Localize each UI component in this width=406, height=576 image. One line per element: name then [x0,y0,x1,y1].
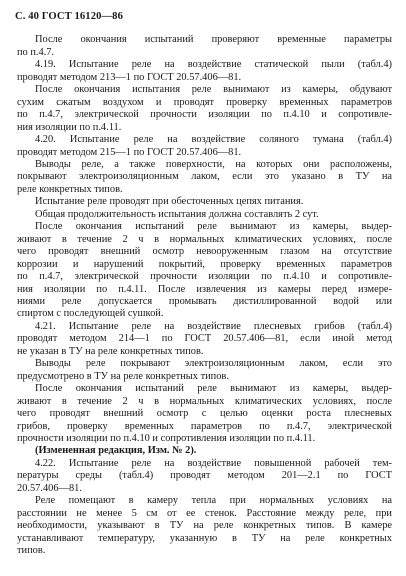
text-line: проводят методом 213—1 по ГОСТ 20.57.406—81. [17,71,242,83]
paragraph [17,84,392,134]
text-line: Общая продолжительность испытания должна составлять 2 сут. [35,208,319,220]
text-line: Реле помещают в камеру тепла при нормальных условиях на [35,495,392,507]
text-line: чего проводят внешний осмотр с целью оценки роста плесневых [17,408,392,420]
text-line: живают в течение 2 ч в нормальных климатических условиях, после [17,395,392,407]
text-line: После окончания испытаний реле вынимают из камеры, выдер- [35,221,392,233]
paragraph [17,196,392,208]
text-line: 4.19. Испытание реле на воздействие статической пыли (табл.4) [35,59,392,71]
text-line: (Измененная редакция, Изм. № 2). [35,445,197,457]
text-line: Выводы реле, а также поверхности, на которых они расположены, [35,158,392,170]
text-line: покрывают электроизоляционным лаком, если это указано в ТУ на [17,171,392,183]
text-line: После окончания испытаний проверяют временные параметры [35,34,392,46]
text-line: Испытание реле проводят при обесточенных цепях питания. [35,196,304,208]
paragraph [17,221,392,321]
text-line: чего проводят внешний осмотр невооруженным глазом на отсутствие [17,246,392,258]
text-line: ниями реле допускается промывать дистиллированной водой или [17,295,392,307]
text-line: по п.4.7, электрической прочности изоляции по п.4.10 и сопротивле- [17,271,392,283]
text-line: ния изоляции по п.4.11. [17,121,122,133]
paragraph [17,495,392,557]
paragraph [17,383,392,445]
text-line: После окончания испытания реле вынимают из камеры, обдувают [35,84,392,96]
text-line: Выводы реле покрывают электроизоляционным лаком, если это [35,358,392,370]
text-line: устанавливают температуру, указанную в ТУ на реле конкретных [17,532,392,544]
text-line: 4.21. Испытание реле на воздействие плесневых грибов (табл.4) [35,320,392,332]
text-line: прочности изоляции по п.4.10 и сопротивления изоляции по п.4.11. [17,432,316,444]
text-line: сухим сжатым воздухом и проводят проверку временных параметров [17,96,392,108]
text-line: типов. [17,545,46,557]
page-header: С. 40 ГОСТ 16120—86 [15,11,123,22]
text-line: ния изоляции по п.4.11. После извлечения из камеры перед измере- [17,283,392,295]
text-line: 20.57.406—81. [17,482,82,494]
paragraph [17,458,392,495]
text-line: коррозии и нарушений покрытий, проверку временных параметров [17,258,392,270]
text-line: спиртом с последующей сушкой. [17,308,164,320]
paragraph [17,209,392,221]
text-line: расстоянии не менее 5 см от ее стенок. Расстояние между реле, при [17,507,392,519]
text-line: по п.4.7. [17,46,55,58]
paragraph [17,358,392,383]
text-line: проводят методом 215—1 по ГОСТ 20.57.406—81. [17,146,242,158]
text-line: 4.20. Испытание реле на воздействие соляного тумана (табл.4) [35,134,392,146]
text-line: грибов, проверку временных параметров по п.4.7, электрической [17,420,392,432]
document-body [17,34,392,557]
text-line: реле конкретных типов. [17,183,123,195]
paragraph [17,34,392,59]
text-line: предусмотрено в ТУ на реле конкретных типов. [17,370,229,382]
text-line: необходимости, указывают в ТУ на реле конкретных типов. В камере [17,520,392,532]
text-line: 4.22. Испытание реле на воздействие повышенной рабочей тем- [35,457,392,469]
text-line: живают в течение 2 ч в нормальных климатических условиях, после [17,233,392,245]
text-line: по п.4.7, электрической прочности изоляции по п.4.10 и сопротивле- [17,109,392,121]
text-line: После окончания испытаний реле вынимают из камеры, выдер- [35,383,392,395]
paragraph [17,59,392,84]
paragraph [17,321,392,358]
text-line: не указан в ТУ на реле конкретных типов. [17,345,204,357]
amendment-note [17,445,392,457]
text-line: проводят методом 214—1 по ГОСТ 20.57.406—81, если иной метод [17,333,392,345]
text-line: пературы среды (табл.4) проводят методом 201—2.1 по ГОСТ [17,470,392,482]
paragraph [17,159,392,196]
paragraph [17,134,392,159]
